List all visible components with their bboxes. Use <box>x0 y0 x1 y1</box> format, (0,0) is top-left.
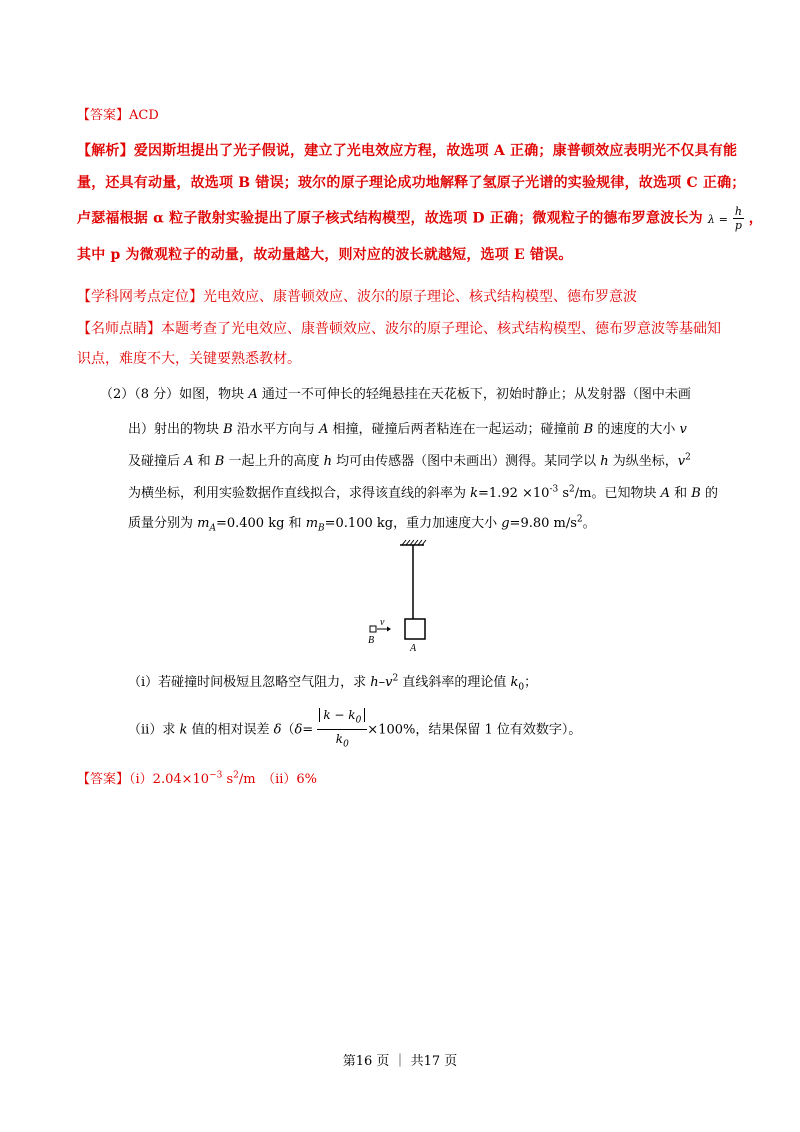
question-line-1: （2）（8 分）如图，物块 A 通过一不可伸长的轻绳悬挂在天花板下，初始时静止；从发射器（图中未画 <box>100 387 691 402</box>
subquestion-2: （ii）求 k 值的相对误差 δ（δ= $\frac{k - k_0}{k_0}$ ×100%，结果保留 1 位有效数字）。 <box>128 706 581 754</box>
abs-value: $k - k_0$ <box>319 708 365 722</box>
label-b: B <box>368 635 375 646</box>
question-line-2: 出）射出的物块 B 沿水平方向与 A 相撞，碰撞后两者粘连在一起运动；碰撞前 B 的速度的大小 v <box>128 422 687 437</box>
question-line-4: 为横坐标，利用实验数据作直线拟合，求得该直线的斜率为 $k=1.92 \times 10^{-3}$ $s^2/m$。已知物块 A 和 B 的 <box>128 484 718 501</box>
dianjing-line-1: 【名师点睛】本题考查了光电效应、康普顿效应、波尔的原子理论、核式结构模型、德布罗意波等基础知 <box>77 321 721 337</box>
pendulum-figure <box>360 537 440 655</box>
question-line-5: 质量分别为 $m_A=0.400$ kg 和 $m_B=0.100$ kg，重力加速度大小 g=9.80 $m/s^2$。 <box>128 514 596 534</box>
answer-2-tag: 【答案】 <box>77 772 130 787</box>
block-a <box>405 619 425 639</box>
relative-error-fraction: $\frac{k - k_0}{k_0}$ <box>317 706 367 754</box>
analysis-tag: 【解析】 <box>77 143 134 159</box>
label-v: v <box>380 617 385 628</box>
analysis-line-3: 卢瑟福根据 α 粒子散射实验提出了原子核式结构模型，故选项 D 正确；微观粒子的德布罗意波长为 λ = $\frac{h}{p}$ ， <box>77 205 763 232</box>
answer-text: ACD <box>129 108 159 123</box>
page-footer: 第16 页 ｜ 共17 页 <box>342 1054 458 1069</box>
analysis-line-1: 【解析】爱因斯坦提出了光子假说，建立了光电效应方程，故选项 A 正确；康普顿效应表明光不仅具有能 <box>77 143 738 159</box>
subquestion-1: （i）若碰撞时间极短且忽略空气阻力，求 $h-v^2$ 直线斜率的理论值 $k_0$； <box>128 673 538 693</box>
h-over-p-fraction: $\frac{h}{p}$ <box>734 205 743 232</box>
pendulum-diagram <box>360 537 440 655</box>
wavelength-formula: λ = $\frac{h}{p}$ <box>707 205 743 232</box>
question-line-3: 及碰撞后 A 和 B 一起上升的高度 h 均可由传感器（图中未画出）测得。某同学以 h 为纵坐标，$v^2$ <box>128 452 691 469</box>
answer-1 <box>77 104 159 123</box>
analysis-line-4: 其中 p 为微观粒子的动量，故动量越大，则对应的波长就越短，选项 E 错误。 <box>77 247 573 263</box>
dianjing-line-2: 识点，难度不大，关键要熟悉教材。 <box>77 351 301 367</box>
block-b <box>370 626 376 632</box>
kaodian-tag: 【学科网考点定位】 <box>77 289 203 305</box>
answer-2: 【答案】$(i)2.04\times 10^{-3}$ $s^2/m$ （ii）6% <box>77 770 318 787</box>
label-a: A <box>410 643 417 654</box>
dianjing-tag: 【名师点睛】 <box>77 321 161 337</box>
arrow-head-icon <box>387 627 391 632</box>
answer-tag: 【答案】 <box>77 108 130 123</box>
analysis-line-2: 量，还具有动量，故选项 B 错误；玻尔的原子理论成功地解释了氢原子光谱的实验规律，故选项 C 正确； <box>77 175 746 191</box>
kaodian: 【学科网考点定位】光电效应、康普顿效应、波尔的原子理论、核式结构模型、德布罗意波 <box>77 289 637 305</box>
